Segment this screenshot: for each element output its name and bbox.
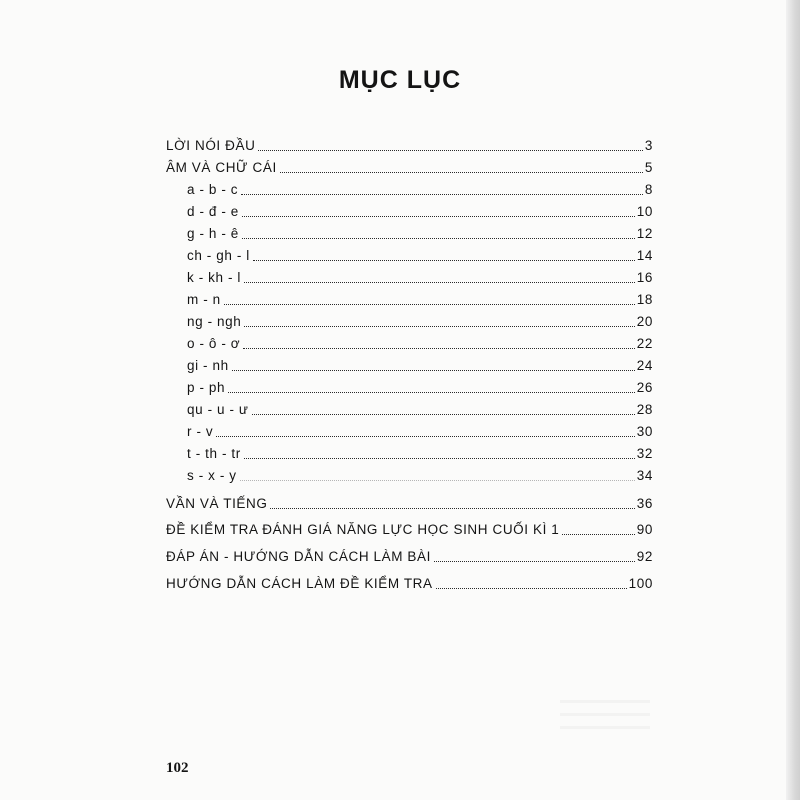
toc-entry-label: g - h - ê bbox=[187, 226, 239, 241]
toc-dot-leader bbox=[270, 507, 634, 509]
toc-entry-page: 8 bbox=[644, 182, 653, 197]
toc-entry-page: 34 bbox=[636, 468, 653, 483]
toc-entry-label: ng - ngh bbox=[187, 314, 242, 329]
toc-entry-page: 12 bbox=[636, 226, 653, 241]
toc-entry-label: qu - u - ư bbox=[187, 402, 249, 417]
toc-entry-label: k - kh - l bbox=[187, 270, 242, 285]
toc-entry-page: 24 bbox=[636, 358, 653, 373]
toc-entry-page: 18 bbox=[636, 292, 653, 307]
page-title: MỤC LỤC bbox=[338, 66, 462, 94]
toc-entry-label: HƯỚNG DẪN CÁCH LÀM ĐỀ KIỂM TRA bbox=[166, 576, 433, 591]
toc-entry bbox=[187, 291, 653, 309]
toc-entry bbox=[187, 423, 653, 441]
toc-dot-leader bbox=[242, 215, 635, 217]
toc-entry bbox=[187, 401, 653, 419]
toc-entry bbox=[166, 159, 653, 177]
toc-entry bbox=[187, 335, 653, 353]
toc-entry-page: 14 bbox=[636, 248, 653, 263]
toc-dot-leader bbox=[243, 347, 635, 349]
toc-entry bbox=[187, 203, 653, 221]
toc-entry-page: 26 bbox=[636, 380, 653, 395]
toc-entry-page: 28 bbox=[636, 402, 653, 417]
toc-entry bbox=[166, 575, 653, 593]
toc-entry bbox=[187, 181, 653, 199]
toc-entry bbox=[187, 357, 653, 375]
toc-entry-label: d - đ - e bbox=[187, 204, 239, 219]
toc-entry-page: 32 bbox=[636, 446, 653, 461]
toc-entry-label: LỜI NÓI ĐẦU bbox=[166, 138, 256, 153]
toc-entry-label: m - n bbox=[187, 292, 221, 307]
toc-entry-label: t - th - tr bbox=[187, 446, 241, 461]
toc-dot-leader bbox=[244, 325, 634, 327]
toc-entry-label: gi - nh bbox=[187, 358, 229, 373]
toc-entry bbox=[187, 445, 653, 463]
toc-entry-label: o - ô - ơ bbox=[187, 336, 241, 351]
toc-entry-page: 36 bbox=[636, 496, 653, 511]
toc-entry-page: 30 bbox=[636, 424, 653, 439]
toc-entry-page: 92 bbox=[636, 549, 653, 564]
toc-dot-leader bbox=[244, 281, 635, 283]
toc-entry bbox=[187, 247, 653, 265]
toc-entry-page: 10 bbox=[636, 204, 653, 219]
toc-entry-page: 3 bbox=[644, 138, 653, 153]
toc-entry-page: 90 bbox=[636, 522, 653, 537]
toc-entry bbox=[187, 269, 653, 287]
toc-entry-label: ch - gh - l bbox=[187, 248, 250, 263]
toc-entry-label: VẦN VÀ TIẾNG bbox=[166, 496, 268, 511]
toc-dot-leader bbox=[253, 259, 635, 261]
toc-entry-label: r - v bbox=[187, 424, 214, 439]
toc-entry bbox=[166, 548, 653, 566]
toc-entry bbox=[187, 379, 653, 397]
toc-dot-leader bbox=[241, 193, 643, 195]
toc-entry-label: p - ph bbox=[187, 380, 226, 395]
toc-entry bbox=[187, 467, 653, 485]
toc-entry-label: ĐÁP ÁN - HƯỚNG DẪN CÁCH LÀM BÀI bbox=[166, 549, 431, 564]
toc-dot-leader bbox=[244, 457, 635, 459]
toc-dot-leader bbox=[216, 435, 635, 437]
toc-entry-page: 5 bbox=[644, 160, 653, 175]
toc-entry-label: s - x - y bbox=[187, 468, 237, 483]
toc-entry-label: a - b - c bbox=[187, 182, 239, 197]
toc-dot-leader bbox=[242, 237, 635, 239]
toc-dot-leader bbox=[228, 391, 635, 393]
toc-entry bbox=[166, 137, 653, 155]
toc-dot-leader bbox=[252, 413, 635, 415]
toc-entry-page: 100 bbox=[628, 576, 653, 591]
toc-entry bbox=[187, 313, 653, 331]
toc-dot-leader bbox=[258, 149, 642, 151]
toc-entry-page: 20 bbox=[636, 314, 653, 329]
toc-dot-leader bbox=[280, 171, 643, 173]
toc-entry-label: ÂM VÀ CHỮ CÁI bbox=[166, 160, 277, 175]
toc-entry-page: 22 bbox=[636, 336, 653, 351]
toc-entry-label: ĐỀ KIỂM TRA ĐÁNH GIÁ NĂNG LỰC HỌC SINH CUỐI KÌ 1 bbox=[166, 522, 560, 537]
toc-entry bbox=[187, 225, 653, 243]
toc-dot-leader bbox=[232, 369, 635, 371]
toc-entry bbox=[166, 521, 653, 539]
toc-dot-leader bbox=[436, 587, 627, 589]
toc-entry-page: 16 bbox=[636, 270, 653, 285]
toc-dot-leader bbox=[562, 533, 634, 535]
toc-dot-leader bbox=[240, 479, 635, 481]
page-number: 102 bbox=[166, 760, 189, 776]
toc-dot-leader bbox=[434, 560, 635, 562]
toc-dot-leader bbox=[224, 303, 635, 305]
toc-entry bbox=[166, 495, 653, 513]
